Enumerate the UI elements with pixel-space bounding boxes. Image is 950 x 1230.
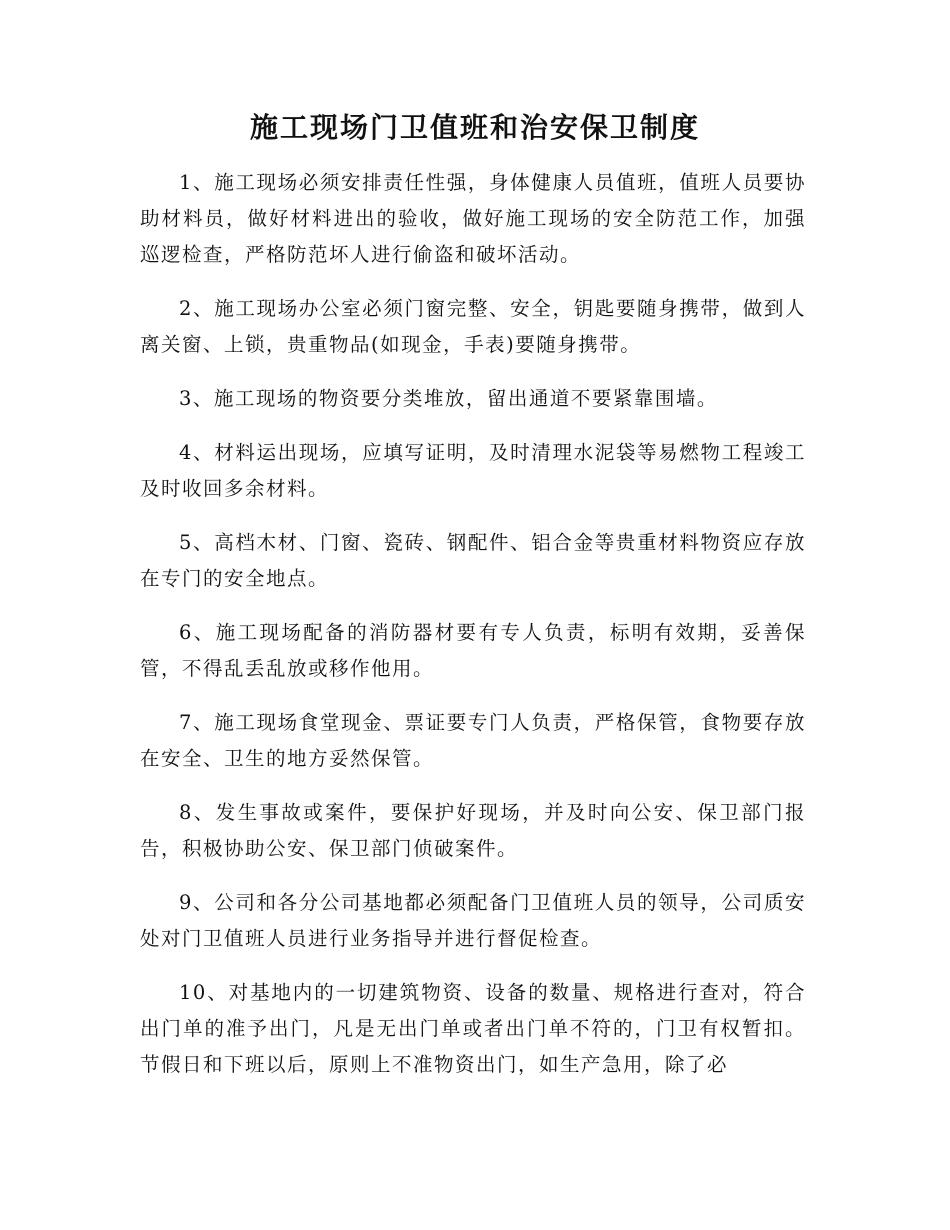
paragraph-8: 8、发生事故或案件，要保护好现场，并及时向公安、保卫部门报告，积极协助公安、保卫部门侦破案件。 (140, 801, 806, 860)
paragraph-5: 5、高档木材、门窗、瓷砖、钢配件、铝合金等贵重材料物资应存放在专门的安全地点。 (140, 531, 806, 590)
paragraph-3: 3、施工现场的物资要分类堆放，留出通道不要紧靠围墙。 (179, 387, 718, 410)
paragraph-6: 6、施工现场配备的消防器材要有专人负责，标明有效期，妥善保管，不得乱丢乱放或移作他用。 (140, 621, 806, 680)
paragraph-4: 4、材料运出现场，应填写证明，及时清理水泥袋等易燃物工程竣工及时收回多余材料。 (140, 441, 806, 500)
document-title: 施工现场门卫值班和治安保卫制度 (249, 111, 700, 144)
paragraph-10: 10、对基地内的一切建筑物资、设备的数量、规格进行查对，符合出门单的准予出门，凡是无出门单或者出门单不符的，门卫有权暂扣。节假日和下班以后，原则上不准物资出门，如生产急用，除了必 (140, 981, 806, 1076)
paragraph-1: 1、施工现场必须安排责任性强，身体健康人员值班，值班人员要协助材料员，做好材料进出的验收，做好施工现场的安全防范工作，加强巡逻检查，严格防范坏人进行偷盗和破坏活动。 (140, 171, 806, 266)
paragraph-9: 9、公司和各分公司基地都必须配备门卫值班人员的领导，公司质安处对门卫值班人员进行业务指导并进行督促检查。 (140, 891, 806, 950)
paragraph-7: 7、施工现场食堂现金、票证要专门人负责，严格保管，食物要存放在安全、卫生的地方妥然保管。 (140, 711, 806, 770)
document-body (140, 165, 806, 1101)
paragraph-2: 2、施工现场办公室必须门窗完整、安全，钥匙要随身携带，做到人离关窗、上锁，贵重物品(如现金，手表)要随身携带。 (140, 297, 806, 356)
